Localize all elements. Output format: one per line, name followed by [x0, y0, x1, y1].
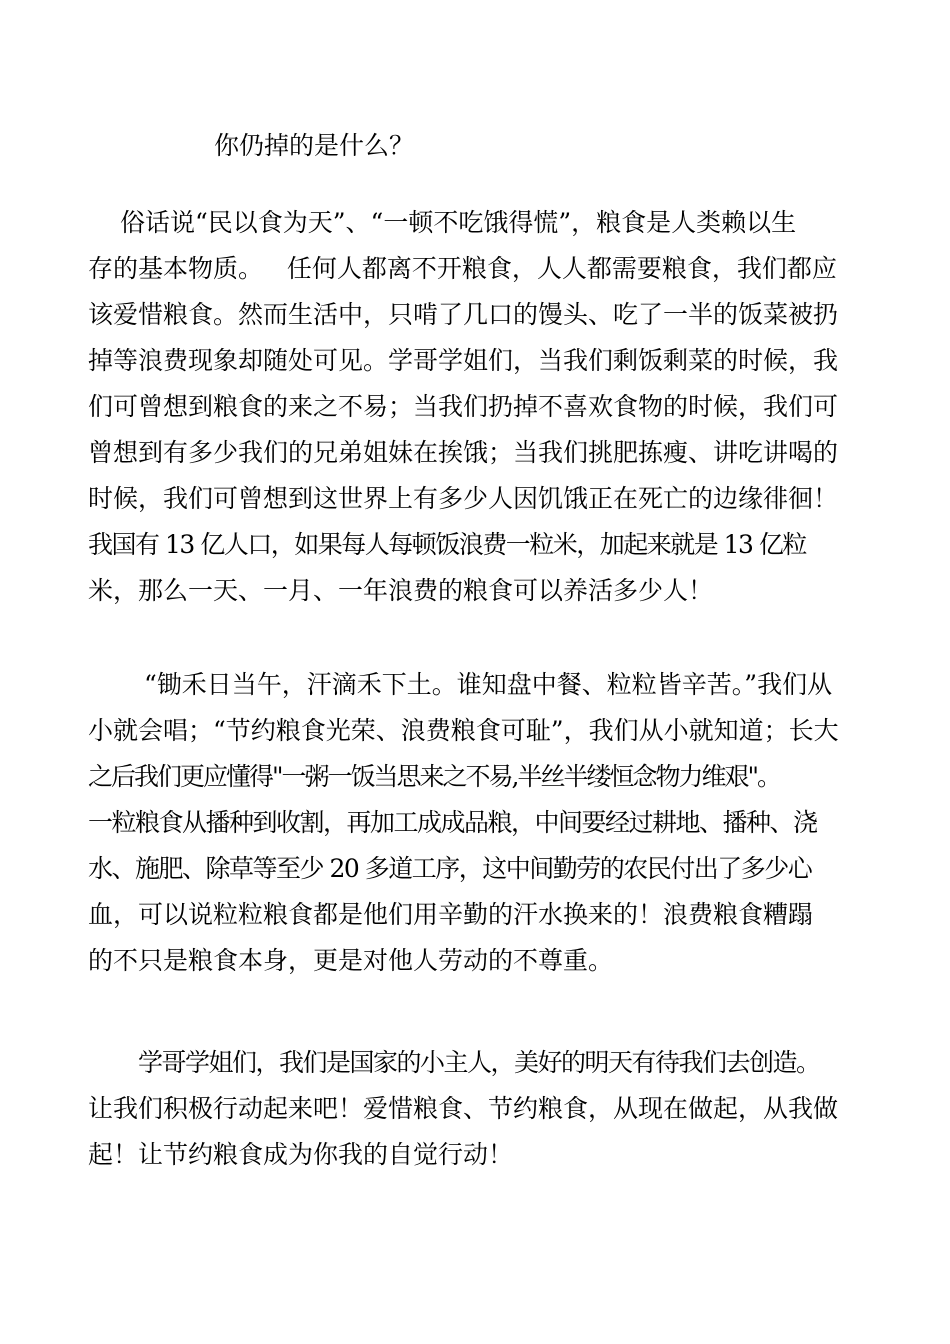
paragraph-line: 们可曾想到粮食的来之不易；当我们扔掉不喜欢食物的时候，我们可 — [88, 392, 839, 421]
paragraph-3 — [88, 1040, 888, 1178]
paragraph-line: 水、施肥、除草等至少 20 多道工序，这中间勤劳的农民付出了多少心 — [88, 854, 812, 883]
paragraph-line: 时候，我们可曾想到这世界上有多少人因饥饿正在死亡的边缘徘徊！ — [88, 484, 839, 513]
paragraph-line: 之后我们更应懂得"一粥一饭当思来之不易,半丝半缕恒念物力维艰"。 — [88, 762, 780, 791]
paragraph-line: 起！让节约粮食成为你我的自觉行动！ — [88, 1140, 514, 1169]
paragraph-2 — [88, 662, 888, 984]
paragraph-line: 我国有 13 亿人口，如果每人每顿饭浪费一粒米，加起来就是 13 亿粒 — [88, 530, 806, 559]
paragraph-line: 血，可以说粒粒粮食都是他们用辛勤的汗水换来的！浪费粮食糟蹋 — [88, 900, 814, 929]
paragraph-line: 曾想到有多少我们的兄弟姐妹在挨饿；当我们挑肥拣瘦、讲吃讲喝的 — [88, 438, 839, 467]
paragraph-line: 该爱惜粮食。然而生活中，只啃了几口的馒头、吃了一半的饭菜被扔 — [88, 300, 839, 329]
paragraph-line: 的不只是粮食本身，更是对他人劳动的不尊重。 — [88, 946, 614, 975]
paragraph-line: 一粒粮食从播种到收割，再加工成成品粮，中间要经过耕地、播种、浇 — [88, 808, 817, 837]
paragraph-line: 存的基本物质。 任何人都离不开粮食，人人都需要粮食，我们都应 — [88, 254, 837, 283]
paragraph-line: “锄禾日当午，汗滴禾下土。谁知盘中餐、粒粒皆辛苦。”我们从 — [144, 670, 833, 699]
document-title: 你仍掉的是什么？ — [214, 131, 415, 160]
paragraph-line: 掉等浪费现象却随处可见。学哥学姐们，当我们剩饭剩菜的时候，我 — [88, 346, 839, 375]
paragraph-line: 让我们积极行动起来吧！爱惜粮食、节约粮食，从现在做起，从我做 — [88, 1094, 839, 1123]
paragraph-line: 小就会唱；“节约粮食光荣、浪费粮食可耻”，我们从小就知道；长大 — [88, 716, 839, 745]
paragraph-line: 学哥学姐们，我们是国家的小主人，美好的明天有待我们去创造。 — [138, 1048, 820, 1077]
paragraph-line: 米，那么一天、一月、一年浪费的粮食可以养活多少人！ — [88, 576, 714, 605]
paragraph-1 — [88, 200, 888, 614]
paragraph-line: 俗话说“民以食为天”、“一顿不吃饿得慌”，粮食是人类赖以生 — [120, 208, 797, 237]
